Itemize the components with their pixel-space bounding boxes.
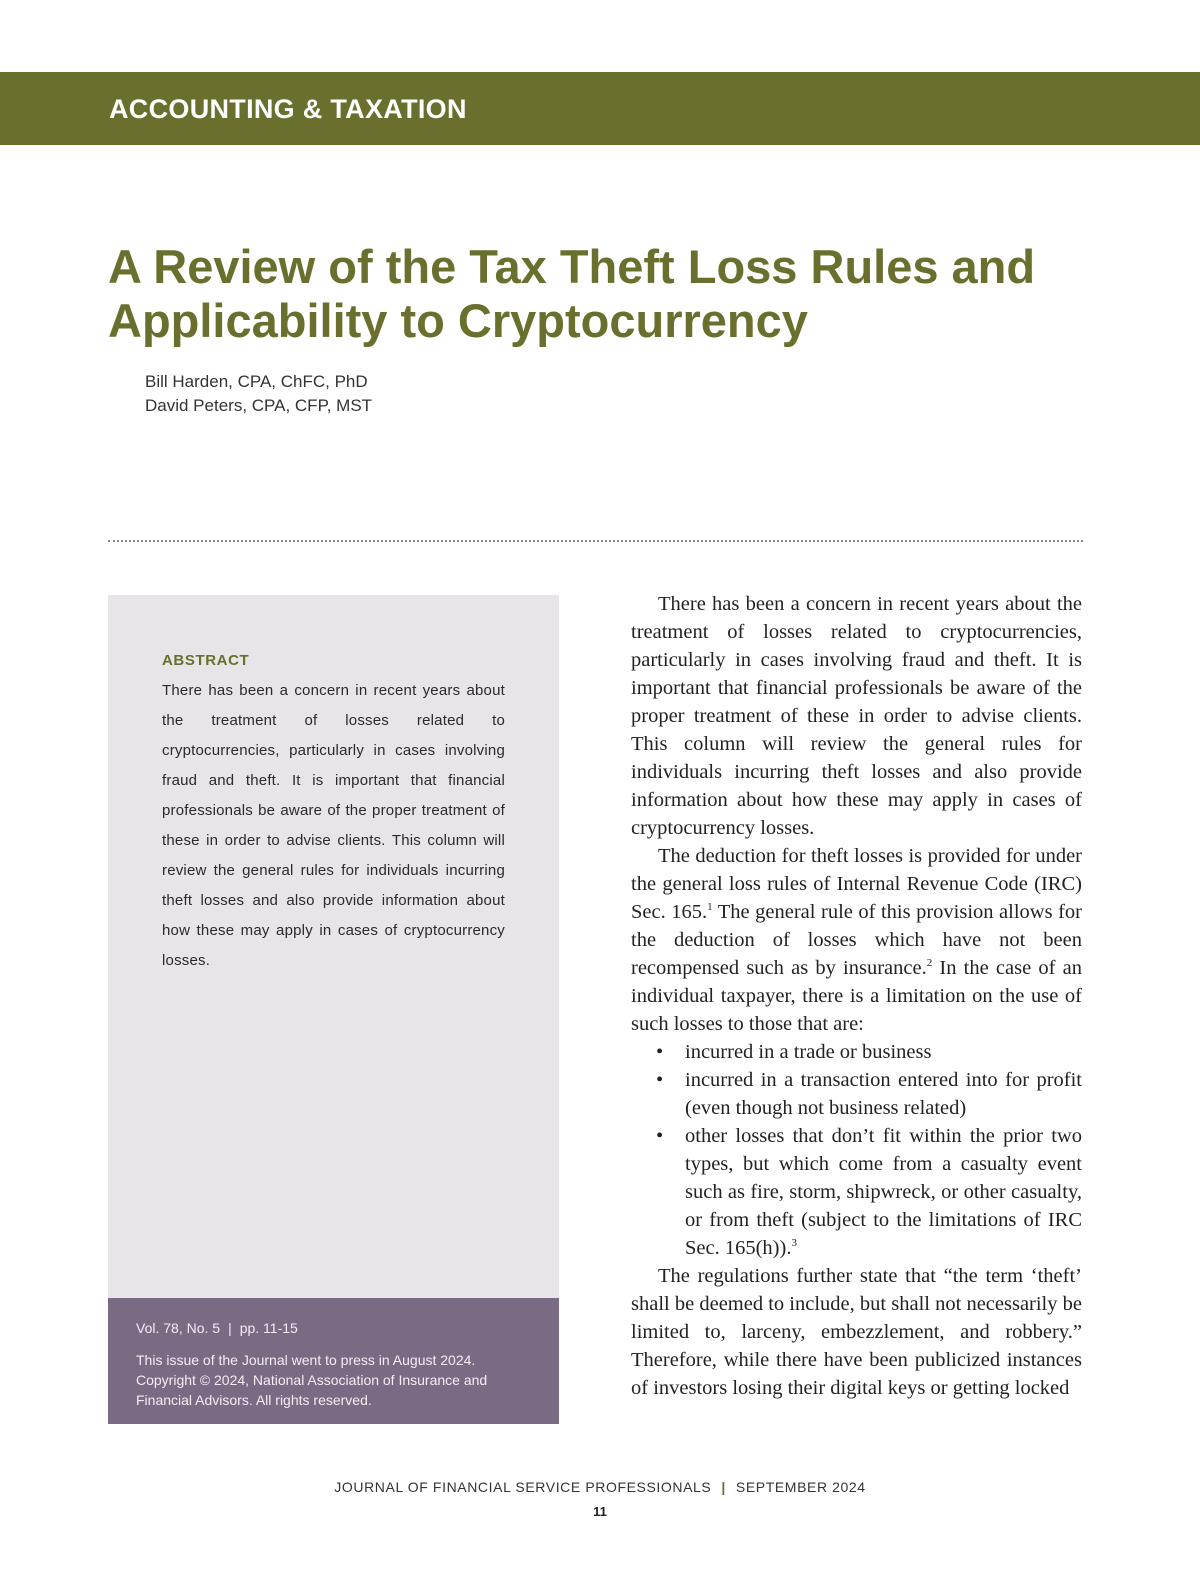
list-item-text: incurred in a trade or business bbox=[685, 1041, 932, 1063]
body-paragraph-2-part-b: The general rule of this provision allows for the deduction of losses which have not been recompensed such as by insurance. bbox=[631, 901, 1082, 979]
article-title-line-2: Applicability to Cryptocurrency bbox=[108, 294, 808, 347]
page-range: pp. 11-15 bbox=[239, 1320, 298, 1336]
body-column bbox=[631, 590, 1082, 1402]
section-label: ACCOUNTING & TAXATION bbox=[109, 94, 467, 124]
footer-separator: | bbox=[721, 1479, 726, 1495]
author-2: David Peters, CPA, CFP, MST bbox=[145, 396, 373, 415]
body-paragraph-1: There has been a concern in recent years about the treatment of losses related to cryptocurrencies, particularly in cases involving fraud and theft. It is important that financial professionals be aware of the proper treatment of these in order to advise clients. This column will review the general rules for individuals incurring theft losses and also provide information about how these may apply in cases of cryptocurrency losses. bbox=[631, 593, 1082, 839]
body-paragraph-2 bbox=[631, 842, 1082, 1038]
author-1: Bill Harden, CPA, ChFC, PhD bbox=[145, 372, 368, 391]
bullet-icon: • bbox=[656, 1069, 664, 1091]
issue-info-box bbox=[108, 1298, 559, 1424]
list-item bbox=[631, 1038, 1082, 1066]
abstract-box bbox=[108, 595, 559, 1298]
issue-date: SEPTEMBER 2024 bbox=[735, 1479, 866, 1495]
footnote-ref-1: 1 bbox=[707, 901, 713, 914]
list-item-text: incurred in a transaction entered into for profit (even though not business related) bbox=[685, 1069, 1082, 1119]
body-paragraph-2-part-a: The deduction for theft losses is provided for under the general loss rules of Internal Revenue Code (IRC) Sec. 165. bbox=[631, 845, 1082, 923]
press-note: This issue of the Journal went to press in August 2024. Copyright © 2024, National Association of Insurance and Financial Advisors. All rights reserved. bbox=[136, 1352, 488, 1408]
body-paragraph-2-part-c: In the case of an individual taxpayer, there is a limitation on the use of such losses to those that are: bbox=[631, 957, 1082, 1035]
abstract-heading: ABSTRACT bbox=[162, 652, 250, 669]
list-item bbox=[631, 1066, 1082, 1122]
bullet-icon: • bbox=[656, 1041, 664, 1063]
page-number: 11 bbox=[593, 1504, 607, 1519]
list-item-text: other losses that don’t fit within the prior two types, but which come from a casualty event such as fire, storm, shipwreck, or other casualty, or from theft (subject to the limitations of IRC Sec. 165(h)). bbox=[685, 1125, 1082, 1259]
author-list bbox=[145, 370, 372, 418]
article-title-line-1: A Review of the Tax Theft Loss Rules and bbox=[108, 240, 1036, 293]
journal-name: JOURNAL OF FINANCIAL SERVICE PROFESSIONALS bbox=[334, 1479, 712, 1495]
loss-type-list bbox=[631, 1038, 1082, 1262]
section-banner bbox=[0, 72, 1200, 145]
volume-number: Vol. 78, No. 5 bbox=[136, 1320, 221, 1336]
volume-separator: | bbox=[228, 1320, 232, 1336]
footnote-ref-3: 3 bbox=[791, 1237, 797, 1250]
bullet-icon: • bbox=[656, 1125, 664, 1147]
dotted-divider bbox=[108, 540, 1083, 542]
article-title bbox=[108, 240, 1108, 348]
footnote-ref-2: 2 bbox=[926, 957, 933, 970]
footer-journal-line bbox=[0, 1479, 1200, 1495]
volume-line bbox=[136, 1320, 298, 1336]
abstract-text: There has been a concern in recent years about the treatment of losses related to cryptocurrencies, particularly in cases involving fraud and theft. It is important that financial professionals be aware of the proper treatment of these in order to advise clients. This column will review the general rules for individuals incurring theft losses and also provide information about how these may apply in cases of cryptocurrency losses. bbox=[162, 682, 505, 969]
list-item bbox=[631, 1122, 1082, 1262]
body-paragraph-3: The regulations further state that “the term ‘theft’ shall be deemed to include, but shall not necessarily be limited to, larceny, embezzlement, and robbery.” Therefore, while there have been publicized instances of investors losing their digital keys or getting locked bbox=[631, 1265, 1082, 1399]
